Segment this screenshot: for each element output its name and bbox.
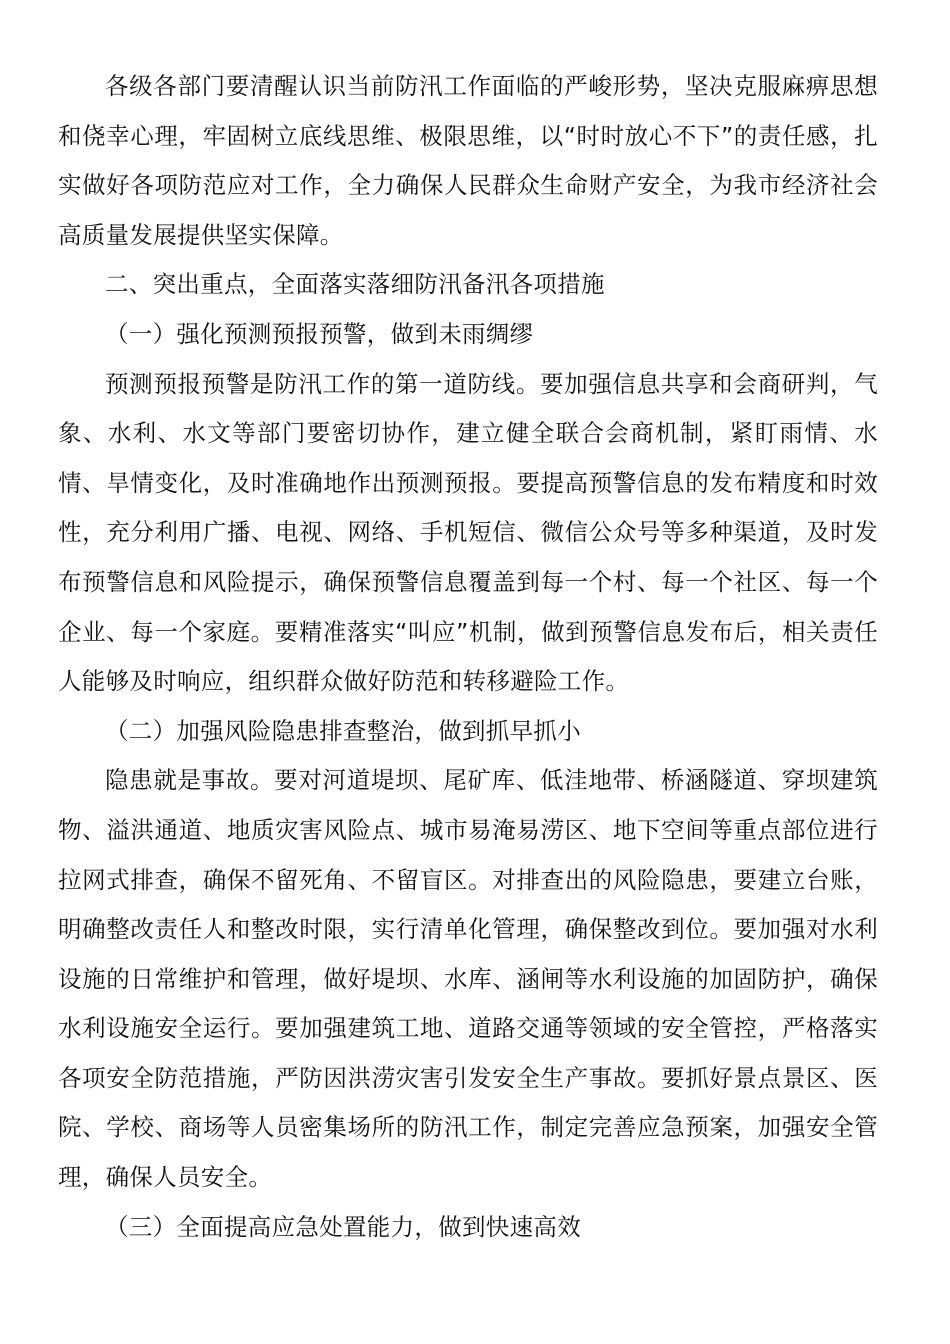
subsection-heading: （三）全面提高应急处置能力，做到快速高效 xyxy=(105,1212,581,1241)
section-heading: 二、突出重点，全面落实落细防汛备汛各项措施 xyxy=(105,270,605,299)
subsection-heading: （二）加强风险隐患排查整治，做到抓早抓小 xyxy=(105,716,581,745)
body-paragraph: 各级各部门要清醒认识当前防汛工作面临的严峻形势，坚决克服麻痹思想和侥幸心理，牢固树立底线思维、极限思维，以“时时放心不下”的责任感，扎实做好各项防范应对工作，全力确保人民群众生命财产安全，为我市经济社会高质量发展提供坚实保障。 xyxy=(58,72,878,249)
document-page xyxy=(58,62,878,1252)
body-paragraph: 预测预报预警是防汛工作的第一道防线。要加强信息共享和会商研判，气象、水利、水文等部门要密切协作，建立健全联合会商机制，紧盯雨情、水情、旱情变化，及时准确地作出预测预报。要提高预警信息的发布精度和时效性，充分利用广播、电视、网络、手机短信、微信公众号等多种渠道，及时发布预警信息和风险提示，确保预警信息覆盖到每一个村、每一个社区、每一个企业、每一个家庭。要精准落实“叫应”机制，做到预警信息发布后，相关责任人能够及时响应，组织群众做好防范和转移避险工作。 xyxy=(58,369,878,696)
body-paragraph: 隐患就是事故。要对河道堤坝、尾矿库、低洼地带、桥涵隧道、穿坝建筑物、溢洪通道、地质灾害风险点、城市易淹易涝区、地下空间等重点部位进行拉网式排查，确保不留死角、不留盲区。对排查出的风险隐患，要建立台账，明确整改责任人和整改时限，实行清单化管理，确保整改到位。要加强对水利设施的日常维护和管理，做好堤坝、水库、涵闸等水利设施的加固防护，确保水利设施安全运行。要加强建筑工地、道路交通等领域的安全管控，严格落实各项安全防范措施，严防因洪涝灾害引发安全生产事故。要抓好景点景区、医院、学校、商场等人员密集场所的防汛工作，制定完善应急预案，加强安全管理，确保人员安全。 xyxy=(58,766,878,1192)
subsection-heading: （一）强化预测预报预警，做到未雨绸缪 xyxy=(105,319,534,348)
